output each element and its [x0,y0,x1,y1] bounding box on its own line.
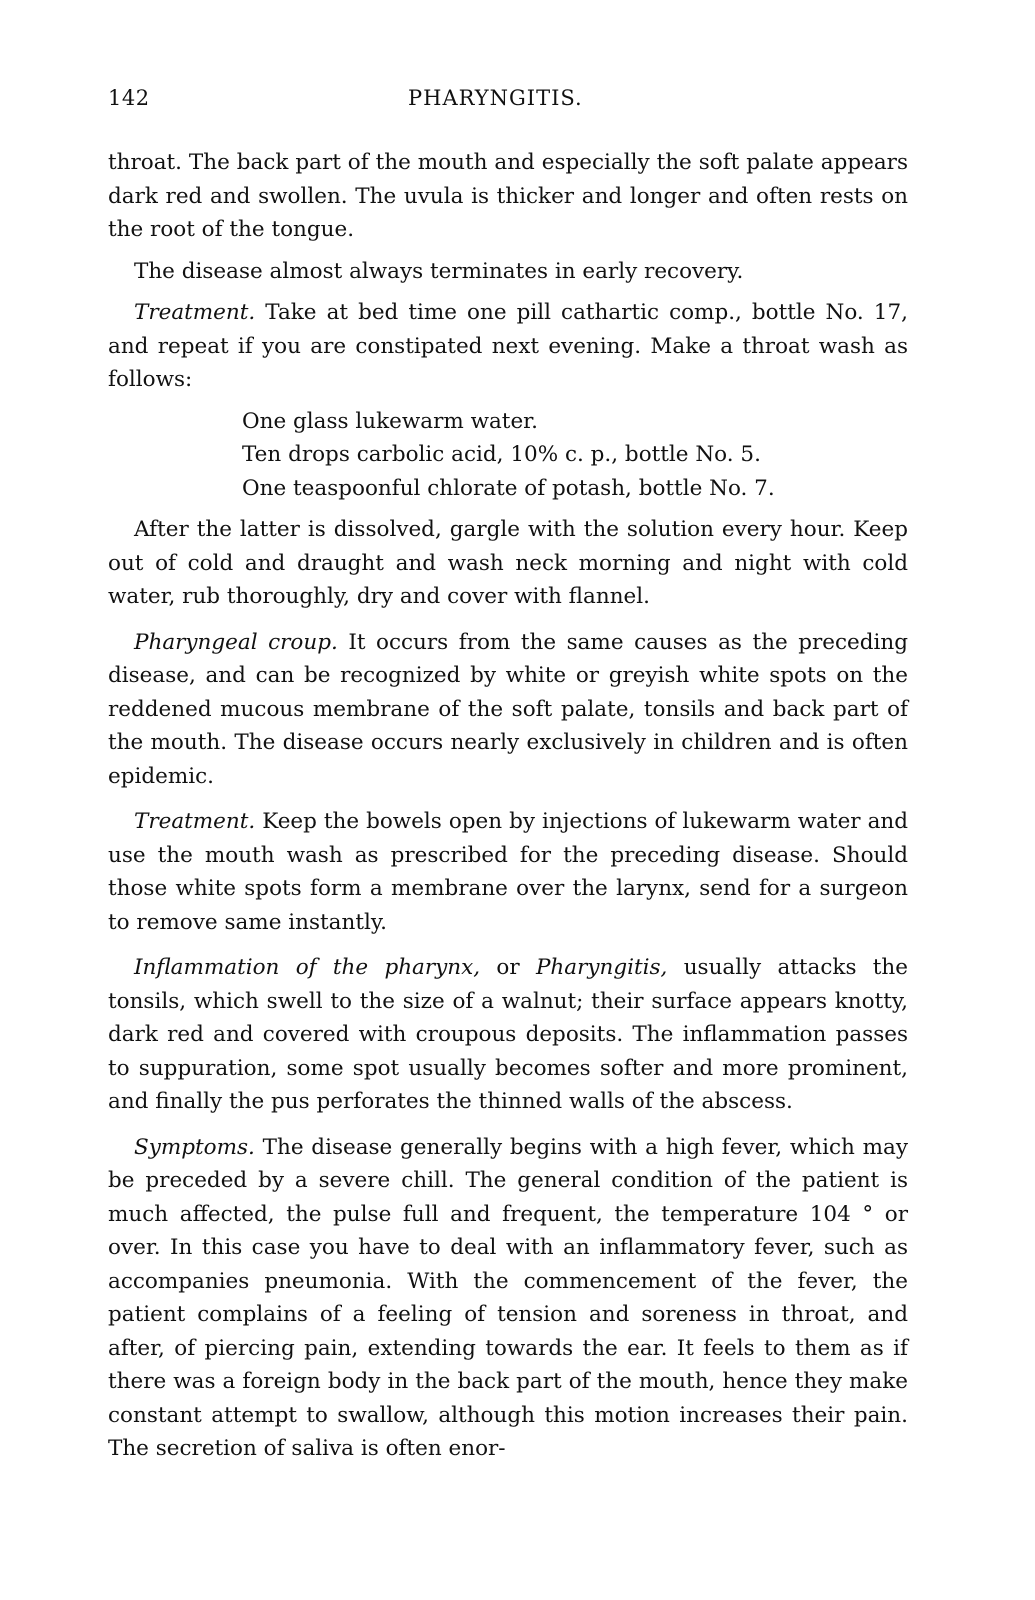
paragraph-treatment-1: Treatment. Take at bed time one pill cathartic comp., bottle No. 17, and repeat if you are constipated next evening. Make a throat wash as follows: [108,300,908,392]
paragraph-continued: throat. The back part of the mouth and especially the soft palate appears dark red and swollen. The uvula is thicker and longer and often rests on the root of the tongue. [108,150,908,242]
paragraph-inflammation: Inflammation of the pharynx, or Pharyngitis, usually attacks the tonsils, which swell to the size of a walnut; their surface appears knotty, dark red and covered with croupous deposits. The inflammation passes to suppuration, some spot usually becomes softer and more prominent, and finally the pus perforates the thinned walls of the abscess. [108,955,908,1114]
section-lead: Pharyngeal croup. [134,629,338,655]
paragraph-gargle: After the latter is dissolved, gargle with the solution every hour. Keep out of cold and draught and wash neck morning and night with cold water, rub thoroughly, dry and cover with flannel. [108,517,908,609]
running-title: PHARYNGITIS. [408,86,583,110]
recipe-line: One glass lukewarm water. [242,408,538,434]
book-page [108,86,908,1478]
section-lead: Treatment. [134,809,256,834]
throat-wash-recipe [242,405,908,506]
page-body [108,146,908,1466]
page-header [108,86,908,126]
paragraph-recovery: The disease almost always terminates in early recovery. [134,258,744,284]
paragraph-pharyngeal-croup: Pharyngeal croup. It occurs from the same causes as the preceding disease, and can be recognized by white or greyish white spots on the reddened mucous membrane of the soft palate, tonsils and back part of the mouth. The disease occurs nearly exclusively in children and is often epidemic. [108,629,909,789]
recipe-line: One teaspoonful chlorate of potash, bottle No. 7. [242,475,775,501]
page-number: 142 [108,86,150,110]
paragraph-treatment-2: Treatment. Keep the bowels open by injections of lukewarm water and use the mouth wash as prescribed for the preceding disease. Should those white spots form a membrane over the larynx, send for a surgeon to remove same instantly. [108,809,908,935]
section-lead: Symptoms. [134,1134,255,1160]
section-lead-2: Pharyngitis, [535,955,668,980]
paragraph-symptoms: Symptoms. The disease generally begins with a high fever, which may be preceded by a severe chill. The general condition of the patient is much affected, the pulse full and frequent, the temperature 104 ° or over. In this case you have to deal with an inflammatory fever, such as accompanies pneumonia. With the commencement of the fever, the patient complains of a feeling of tension and soreness in throat, and after, of piercing pain, extending towards the ear. It feels to them as if there was a foreign body in the back part of the mouth, hence they make constant attempt to swallow, although this motion increases their pain. The secretion of saliva is often enor- [108,1134,908,1461]
section-lead: Inflammation of the pharynx, [134,955,481,980]
recipe-line: Ten drops carbolic acid, 10% c. p., bottle No. 5. [242,442,761,467]
section-lead: Treatment. [134,300,256,325]
